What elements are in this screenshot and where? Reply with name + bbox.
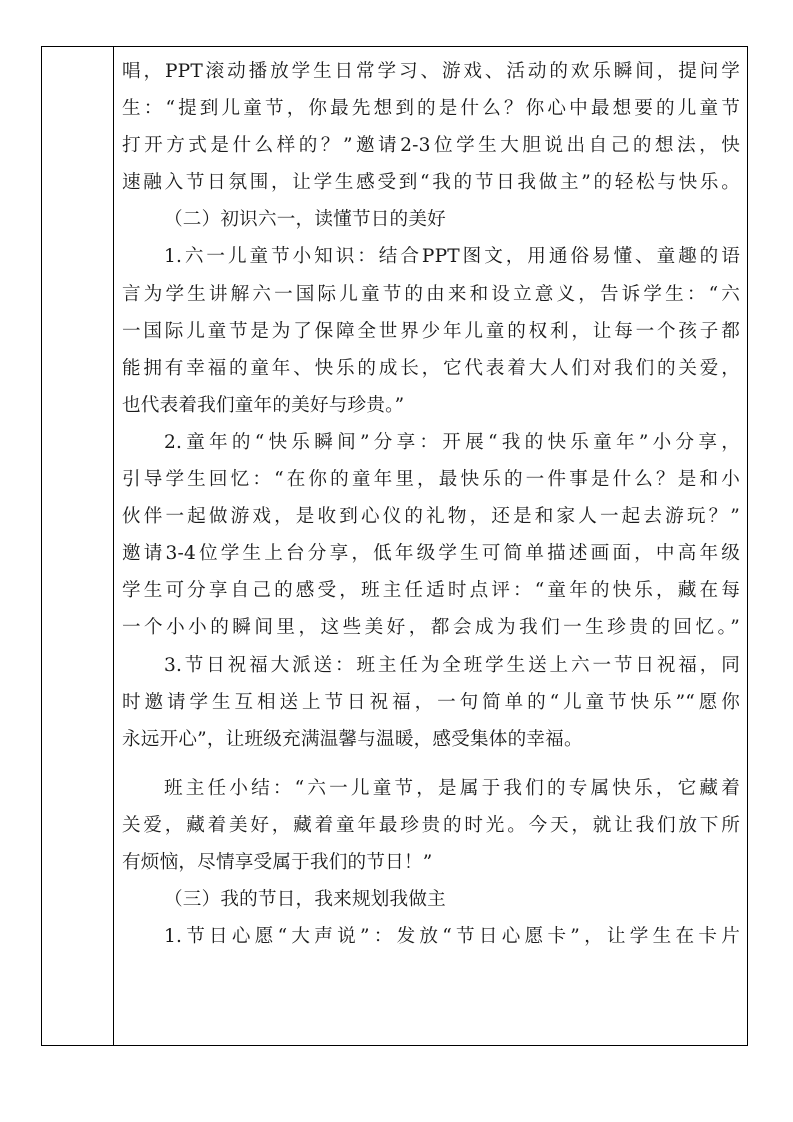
- text-line: 唱，PPT滚动播放学生日常学习、游戏、活动的欢乐瞬间，提问学: [122, 61, 740, 82]
- text-line: 一国际儿童节是为了保障全世界少年儿童的权利，让每一个孩子都: [122, 320, 740, 342]
- text-line: 关爱，藏着美好，藏着童年最珍贵的时光。今天，就让我们放下所: [122, 814, 740, 836]
- text-line: 1.节日心愿“大声说”：发放“节日心愿卡”，让学生在卡片: [164, 926, 740, 948]
- section-heading: （三）我的节日，我来规划我做主: [164, 889, 446, 911]
- text-line: 速融入节日氛围，让学生感受到“我的节日我做主”的轻松与快乐。: [122, 172, 740, 194]
- paragraph-gap: [122, 758, 740, 770]
- text-line: 永远开心”，让班级充满温馨与温暖，感受集体的幸福。: [122, 728, 583, 750]
- section-heading: （二）初识六一，读懂节日的美好: [164, 209, 446, 231]
- text-line: 言为学生讲解六一国际儿童节的由来和设立意义，告诉学生：“六: [122, 283, 740, 305]
- text-line: 伙伴一起做游戏，是收到心仪的礼物，还是和家人一起去游玩？”: [122, 506, 740, 528]
- text-line: 打开方式是什么样的？”邀请2-3位学生大胆说出自己的想法，快: [122, 135, 740, 157]
- table-content-cell: [122, 53, 740, 955]
- text-line: 也代表着我们童年的美好与珍贵。”: [122, 394, 405, 416]
- text-line: 有烦恼，尽情享受属于我们的节日！”: [122, 851, 433, 873]
- text-line: 邀请3-4位学生上台分享，低年级学生可简单描述画面，中高年级: [122, 543, 740, 565]
- text-line: 能拥有幸福的童年、快乐的成长，它代表着大人们对我们的关爱，: [122, 357, 740, 379]
- text-line: 学生可分享自己的感受，班主任适时点评：“童年的快乐，藏在每: [122, 580, 740, 602]
- text-line: 引导学生回忆：“在你的童年里，最快乐的一件事是什么？是和小: [122, 469, 740, 491]
- text-line: 一个小小的瞬间里，这些美好，都会成为我们一生珍贵的回忆。”: [122, 617, 740, 639]
- text-line: 时邀请学生互相送上节日祝福，一句简单的“儿童节快乐”“愿你: [122, 691, 740, 713]
- text-line: 生：“提到儿童节，你最先想到的是什么？你心中最想要的儿童节: [122, 98, 740, 120]
- text-line: 班主任小结：“六一儿童节，是属于我们的专属快乐，它藏着: [164, 777, 740, 799]
- lesson-plan-table: [41, 46, 748, 1046]
- table-left-column: [42, 47, 114, 1045]
- text-line: 3.节日祝福大派送：班主任为全班学生送上六一节日祝福，同: [164, 654, 740, 676]
- text-line: 2.童年的“快乐瞬间”分享：开展“我的快乐童年”小分享，: [164, 431, 740, 453]
- text-line: 1.六一儿童节小知识：结合PPT图文，用通俗易懂、童趣的语: [164, 246, 740, 268]
